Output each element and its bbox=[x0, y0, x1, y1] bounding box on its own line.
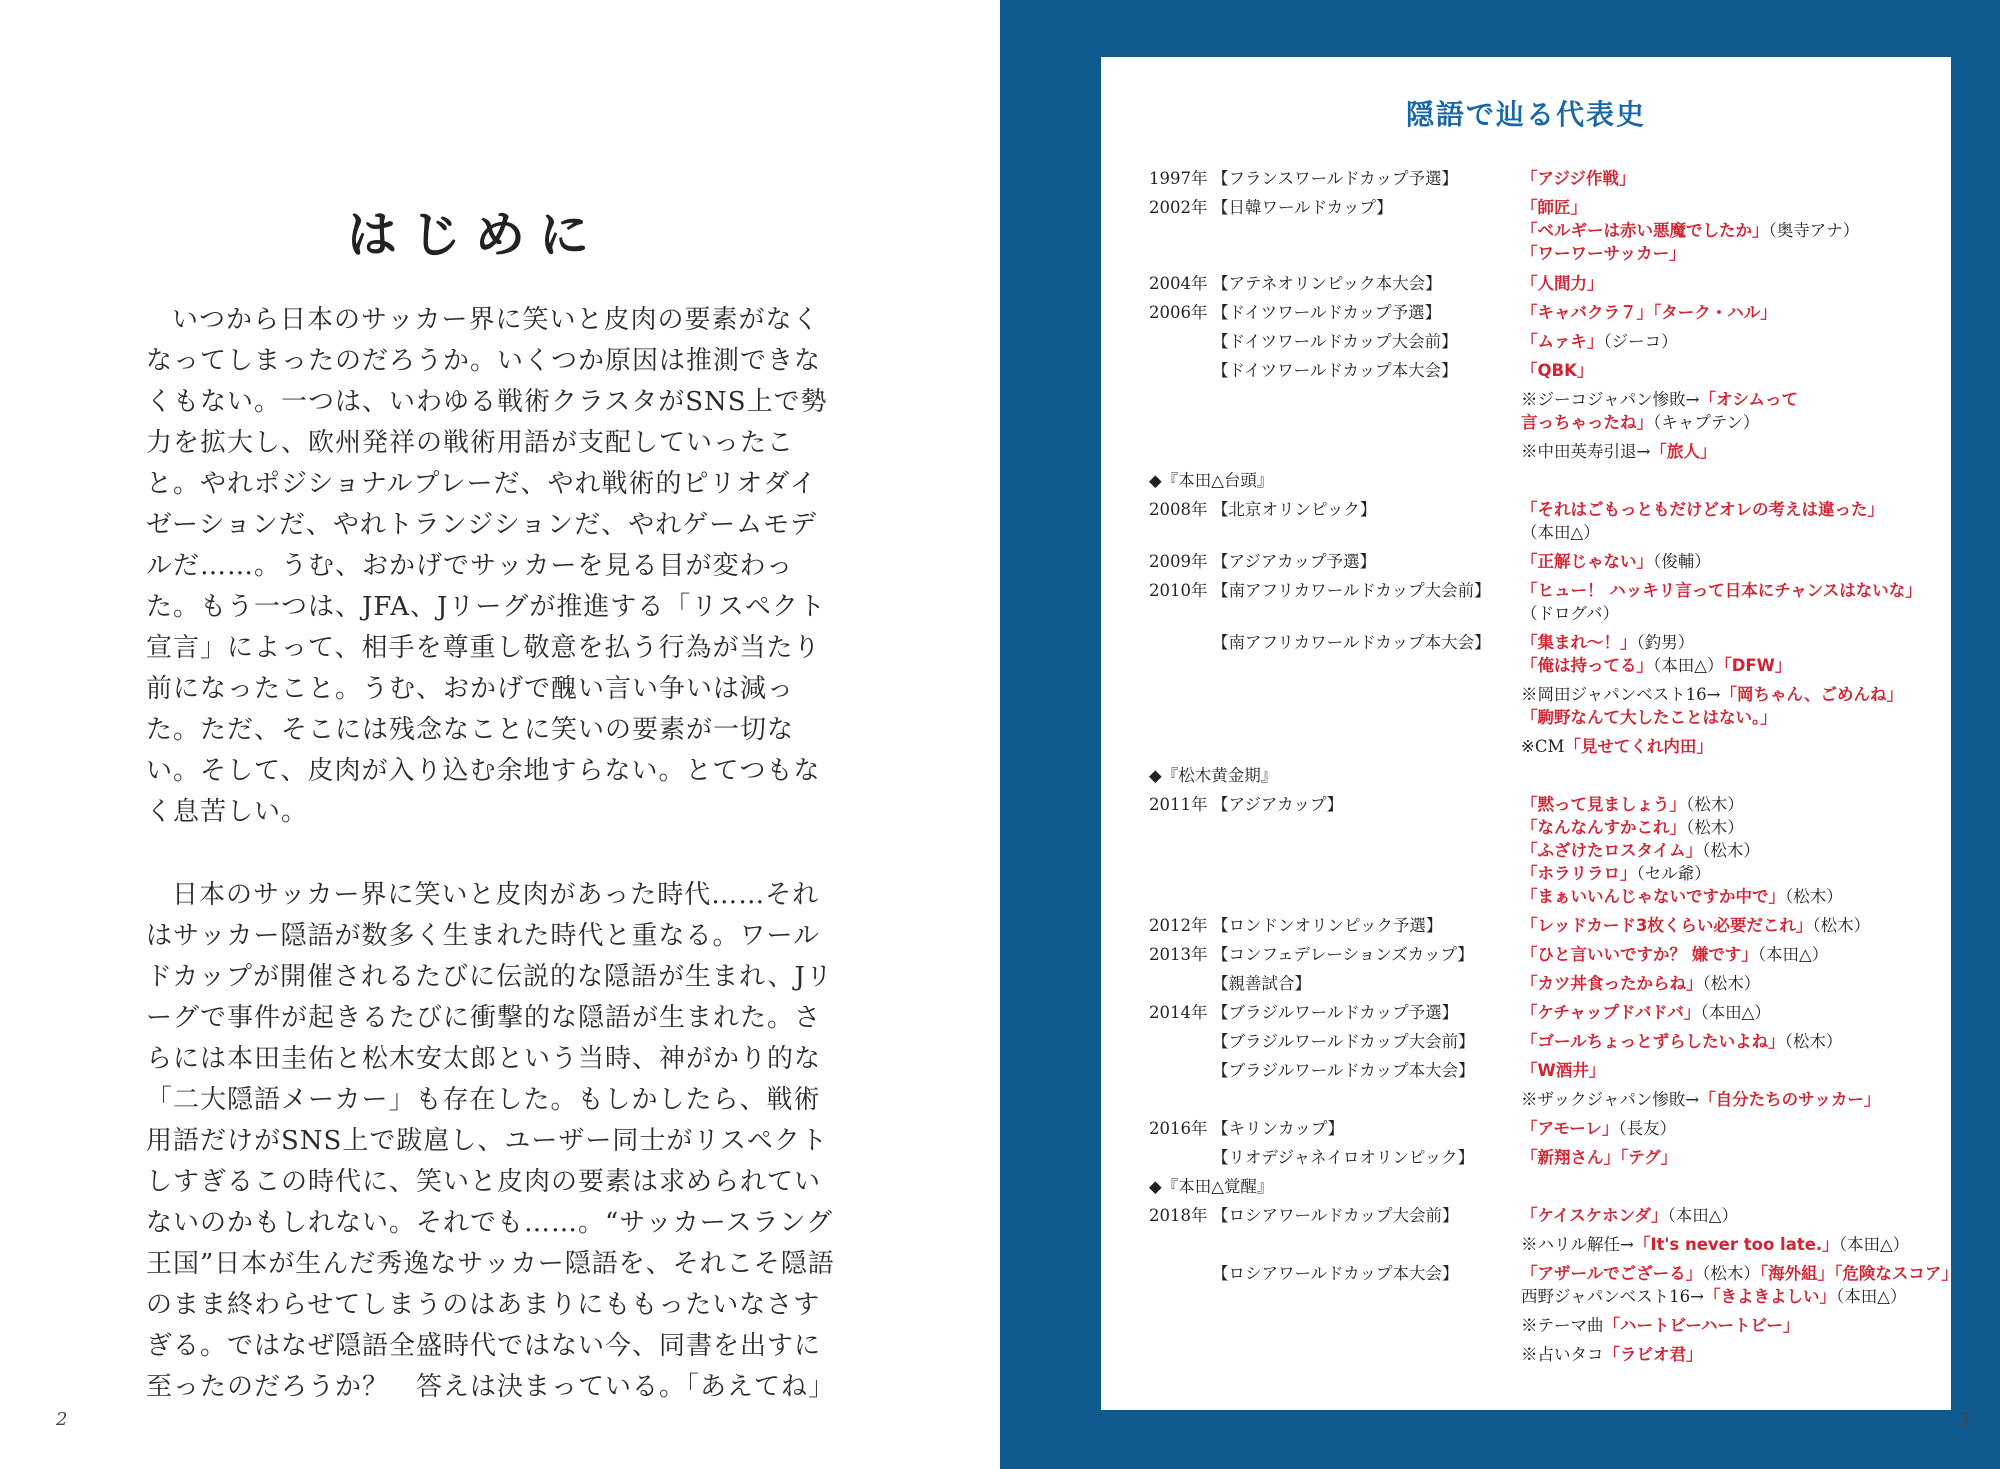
slang-term: 「旅人」 bbox=[1650, 442, 1717, 461]
slang-term: 「オシムって bbox=[1699, 390, 1799, 409]
note-text: （本田△） bbox=[1838, 1235, 1910, 1254]
year-label: 2013年 bbox=[1149, 945, 1208, 964]
quote-cell bbox=[1521, 1117, 1676, 1141]
slang-term: 「ふざけたロスタイム」 bbox=[1521, 841, 1703, 860]
quote-cell bbox=[1521, 914, 1870, 938]
slang-term: 「見せてくれ内田」 bbox=[1564, 737, 1713, 756]
note-text: ※テーマ曲 bbox=[1521, 1316, 1604, 1335]
note-text: （松木） bbox=[1686, 818, 1744, 837]
event-label: 【キリンカップ】 bbox=[1212, 1119, 1344, 1138]
note-text: ※ザックジャパン惨敗→ bbox=[1521, 1090, 1700, 1109]
year-label: 1997年 bbox=[1149, 169, 1208, 188]
year-label: 2010年 bbox=[1149, 581, 1208, 600]
quote-cell bbox=[1521, 862, 1711, 886]
quote-cell bbox=[1521, 242, 1686, 266]
event-label: 【コンフェデレーションズカップ】 bbox=[1212, 945, 1474, 964]
slang-term: 「アジジ作戦」 bbox=[1521, 169, 1636, 188]
note-text: ※ジーコジャパン惨敗→ bbox=[1521, 390, 1700, 409]
note-text: （松木） bbox=[1784, 1032, 1843, 1051]
slang-term: 「集まれ～！」 bbox=[1521, 633, 1637, 652]
note-text: （松木） bbox=[1812, 916, 1871, 935]
slang-term: 「ムァキ」 bbox=[1521, 332, 1604, 351]
year-label: 2018年 bbox=[1149, 1206, 1208, 1225]
slang-term: 「正解じゃない」 bbox=[1521, 552, 1653, 571]
slang-term: 「俺は持ってる」 bbox=[1521, 656, 1653, 675]
event-label: 【ロシアワールドカップ本大会】 bbox=[1212, 1264, 1459, 1283]
event-label: 【ブラジルワールドカップ予選】 bbox=[1212, 1003, 1459, 1022]
slang-term: 「アモーレ」 bbox=[1521, 1119, 1619, 1138]
quote-cell bbox=[1521, 1285, 1906, 1309]
quote-cell bbox=[1521, 411, 1759, 435]
quote-cell bbox=[1521, 498, 1884, 522]
note-text: （セル爺） bbox=[1636, 864, 1711, 883]
event-label: 【アテネオリンピック本大会】 bbox=[1212, 274, 1442, 293]
year-label: 2014年 bbox=[1149, 1003, 1208, 1022]
event-label: 【アジアカップ予選】 bbox=[1212, 552, 1377, 571]
page-title: はじめに bbox=[347, 205, 603, 264]
slang-term: 「ベルギーは赤い悪魔でしたか」 bbox=[1521, 221, 1769, 240]
year-label: 2009年 bbox=[1149, 552, 1208, 571]
slang-term: 「新翔さん」「テグ」 bbox=[1521, 1148, 1678, 1167]
note-text: （本田△） bbox=[1653, 656, 1724, 675]
note-text: （松木） bbox=[1686, 795, 1744, 814]
slang-term: 「DFW」 bbox=[1723, 656, 1792, 675]
year-label: 2004年 bbox=[1149, 274, 1208, 293]
slang-term: 「ハートビーハートビー」 bbox=[1603, 1316, 1800, 1335]
quote-cell bbox=[1521, 793, 1744, 817]
event-label: 【南アフリカワールドカップ大会前】 bbox=[1212, 581, 1491, 600]
history-panel bbox=[1101, 57, 1958, 1410]
slang-term: 「ラビオ君」 bbox=[1603, 1345, 1703, 1364]
section-label: ◆『本田△台頭』 bbox=[1149, 471, 1274, 490]
event-label: 【南アフリカワールドカップ本大会】 bbox=[1212, 633, 1491, 652]
slang-term: 「自分たちのサッカー」 bbox=[1699, 1090, 1881, 1109]
quote-cell bbox=[1521, 301, 1777, 325]
note-text: （本田△） bbox=[1667, 1206, 1738, 1225]
event-label: 【ブラジルワールドカップ本大会】 bbox=[1212, 1061, 1475, 1080]
note-text: （ジーコ） bbox=[1603, 332, 1678, 351]
note-text: （キャプテン） bbox=[1653, 413, 1760, 432]
quote-cell bbox=[1521, 167, 1635, 191]
section-label: ◆『松木黄金期』 bbox=[1149, 766, 1278, 785]
slang-term: 「W酒井」 bbox=[1521, 1061, 1606, 1080]
quote-cell bbox=[1521, 706, 1777, 730]
slang-term: 「人間力」 bbox=[1521, 274, 1604, 293]
year-label: 2011年 bbox=[1149, 795, 1208, 814]
event-label: 【フランスワールドカップ予選】 bbox=[1212, 169, 1459, 188]
slang-term: 「岡ちゃん、ごめんね」 bbox=[1720, 685, 1903, 704]
event-label: 【親善試合】 bbox=[1212, 974, 1311, 993]
essay-paragraph-2: 日本のサッカー界に笑いと皮肉があった時代……それはサッカー隠語が数多く生まれた時代と重なる。ワールドカップが開催されるたびに伝説的な隠語が生まれ、Jリーグで事件が起きるたびに衝撃的な隠語が生まれた。さらには本田圭佑と松木安太郎という当時、神がかり的な「二大隠語メーカー」も存在した。もしかしたら、戦術用語だけがSNS上で跋扈し、ユーザー同士がリスペクトしすぎるこの時代に、笑いと皮肉の要素は求められていないのかもしれない。それでも……。“サッカースラング王国”日本が生んだ秀逸なサッカー隠語を、それこそ隠語のまま終わらせてしまうのはあまりにももったいなさすぎる。ではなぜ隠語全盛時代ではない今、同書を出すに至ったのだろうか？ 答えは決まっている。「あえてね」 bbox=[146, 880, 836, 1402]
quote-cell bbox=[1521, 219, 1859, 243]
year-label: 2008年 bbox=[1149, 500, 1208, 519]
note-text: ※CM bbox=[1521, 737, 1565, 756]
quote-cell bbox=[1521, 885, 1843, 909]
note-text: 西野ジャパンベスト16→ bbox=[1521, 1287, 1704, 1306]
quote-cell bbox=[1521, 972, 1760, 996]
quote-cell bbox=[1521, 943, 1828, 967]
quote-cell bbox=[1521, 388, 1798, 412]
note-text: （奥寺アナ） bbox=[1768, 221, 1860, 240]
slang-term: 「ケチャップドバドバ」 bbox=[1521, 1003, 1701, 1022]
slang-term: 「師匠」 bbox=[1521, 198, 1587, 217]
quote-cell bbox=[1521, 631, 1694, 655]
quote-cell bbox=[1521, 521, 1600, 545]
quote-cell bbox=[1521, 816, 1744, 840]
section-label: ◆『本田△覚醒』 bbox=[1149, 1177, 1274, 1196]
quote-cell bbox=[1521, 602, 1619, 626]
quote-cell bbox=[1521, 1001, 1771, 1025]
event-label: 【リオデジャネイロオリンピック】 bbox=[1212, 1148, 1475, 1167]
slang-term: 「まぁいいんじゃないですか中で」 bbox=[1521, 887, 1785, 906]
slang-term: 「ゴールちょっとずらしたいよね」 bbox=[1521, 1032, 1785, 1051]
slang-term: 「黙って見ましょう」 bbox=[1521, 795, 1686, 814]
right-page bbox=[1000, 0, 2000, 1469]
quote-cell bbox=[1521, 1343, 1703, 1367]
slang-term: 「ホラリラロ」 bbox=[1521, 864, 1637, 883]
quote-cell bbox=[1521, 1030, 1842, 1054]
quote-cell bbox=[1521, 839, 1760, 863]
quote-cell bbox=[1521, 1088, 1880, 1112]
slang-term: 「きよきよしい」 bbox=[1704, 1287, 1836, 1306]
quote-cell bbox=[1521, 1204, 1738, 1228]
essay-paragraph-1: いつから日本のサッカー界に笑いと皮肉の要素がなくなってしまったのだろうか。いくつか原因は推測できなくもない。一つは、いわゆる戦術クラスタがSNS上で勢力を拡大し、欧州発祥の戦術用語が支配していったこと。やれポジショナルプレーだ、やれ戦術的ピリオダイゼーションだ、やれトランジションだ、やれゲームモデルだ……。うむ、おかげでサッカーを見る目が変わった。もう一つは、JFA、Jリーグが推進する「リスペクト宣言」によって、相手を尊重し敬意を払う行為が当たり前になったこと。うむ、おかげで醜い言い争いは減った。ただ、そこには残念なことに笑いの要素が一切ない。そして、皮肉が入り込む余地すらない。とてつもなく息苦しい。 bbox=[146, 305, 828, 827]
year-label: 2002年 bbox=[1149, 198, 1208, 217]
quote-cell bbox=[1521, 1146, 1677, 1170]
event-label: 【ドイツワールドカップ予選】 bbox=[1212, 303, 1442, 322]
quote-cell bbox=[1521, 196, 1587, 220]
slang-term: 「アザールでござーる」 bbox=[1521, 1264, 1703, 1283]
note-text: （松木） bbox=[1785, 887, 1843, 906]
event-label: 【アジアカップ】 bbox=[1212, 795, 1344, 814]
quote-cell bbox=[1521, 1314, 1799, 1338]
note-text: ※ハリル解任→ bbox=[1521, 1235, 1634, 1254]
quote-cell bbox=[1521, 550, 1711, 574]
quote-cell bbox=[1521, 579, 1922, 603]
note-text: （釣男） bbox=[1636, 633, 1695, 652]
note-text: （松木） bbox=[1702, 974, 1761, 993]
note-text: （長友） bbox=[1618, 1119, 1677, 1138]
slang-term: 「駒野なんて大したことはない。」 bbox=[1521, 708, 1777, 727]
note-text: ※占いタコ bbox=[1521, 1345, 1604, 1364]
quote-cell bbox=[1521, 683, 1903, 707]
slang-term: 「キャバクラ７」「ターク・ハル」 bbox=[1521, 303, 1777, 322]
slang-term: 「レッドカード3枚くらい必要だこれ」 bbox=[1521, 916, 1813, 935]
note-text: （松木） bbox=[1702, 1264, 1760, 1283]
quote-cell bbox=[1521, 359, 1593, 383]
slang-term: 「それはごもっともだけどオレの考えは違った」 bbox=[1521, 500, 1884, 519]
slang-term: 「QBK」 bbox=[1521, 361, 1594, 380]
quote-cell bbox=[1521, 330, 1678, 354]
event-label: 【ロシアワールドカップ大会前】 bbox=[1212, 1206, 1459, 1225]
slang-term: 「ひと言いいですか？ 嫌です」 bbox=[1521, 945, 1758, 964]
note-text: （松木） bbox=[1702, 841, 1760, 860]
event-label: 【ロンドンオリンピック予選】 bbox=[1212, 916, 1443, 935]
quote-cell bbox=[1521, 1262, 1958, 1286]
event-label: 【日韓ワールドカップ】 bbox=[1212, 198, 1393, 217]
event-label: 【北京オリンピック】 bbox=[1212, 500, 1377, 519]
slang-term: 「It's never too late.」 bbox=[1633, 1235, 1839, 1254]
quote-cell bbox=[1521, 1059, 1605, 1083]
event-label: 【ドイツワールドカップ大会前】 bbox=[1212, 332, 1458, 351]
essay-body bbox=[146, 300, 836, 1450]
quote-cell bbox=[1521, 440, 1716, 464]
slang-term: 「ケイスケホンダ」 bbox=[1521, 1206, 1668, 1225]
slang-term: 「海外組」「危険なスコア」 bbox=[1759, 1264, 1958, 1283]
note-text: （俊輔） bbox=[1653, 552, 1711, 571]
note-text: （本田△） bbox=[1700, 1003, 1771, 1022]
note-text: （ドログバ） bbox=[1521, 604, 1620, 623]
quote-cell bbox=[1521, 654, 1791, 678]
year-label: 2016年 bbox=[1149, 1119, 1208, 1138]
note-text: ※中田英寿引退→ bbox=[1521, 442, 1651, 461]
note-text: （本田△） bbox=[1757, 945, 1829, 964]
event-label: 【ドイツワールドカップ本大会】 bbox=[1212, 361, 1458, 380]
note-text: ※岡田ジャパンベスト16→ bbox=[1521, 685, 1721, 704]
slang-term: 「なんなんすかこれ」 bbox=[1521, 818, 1686, 837]
slang-term: 「ワーワーサッカー」 bbox=[1521, 244, 1686, 263]
quote-cell bbox=[1521, 735, 1713, 759]
year-label: 2012年 bbox=[1149, 916, 1208, 935]
right-page-number: 3 bbox=[1958, 1409, 1970, 1430]
slang-term: 言っちゃったね」 bbox=[1521, 413, 1653, 432]
left-page-number: 2 bbox=[56, 1409, 68, 1430]
slang-term: 「カツ丼食ったからね」 bbox=[1521, 974, 1703, 993]
quote-cell bbox=[1521, 1233, 1909, 1257]
year-label: 2006年 bbox=[1149, 303, 1208, 322]
note-text: （本田△） bbox=[1521, 523, 1600, 542]
quote-cell bbox=[1521, 272, 1604, 296]
event-label: 【ブラジルワールドカップ大会前】 bbox=[1212, 1032, 1475, 1051]
history-title: 隠語で辿る代表史 bbox=[1405, 98, 1646, 131]
note-text: （本田△） bbox=[1836, 1287, 1907, 1306]
slang-term: 「ヒュー！ ハッキリ言って日本にチャンスはないな」 bbox=[1521, 581, 1922, 600]
